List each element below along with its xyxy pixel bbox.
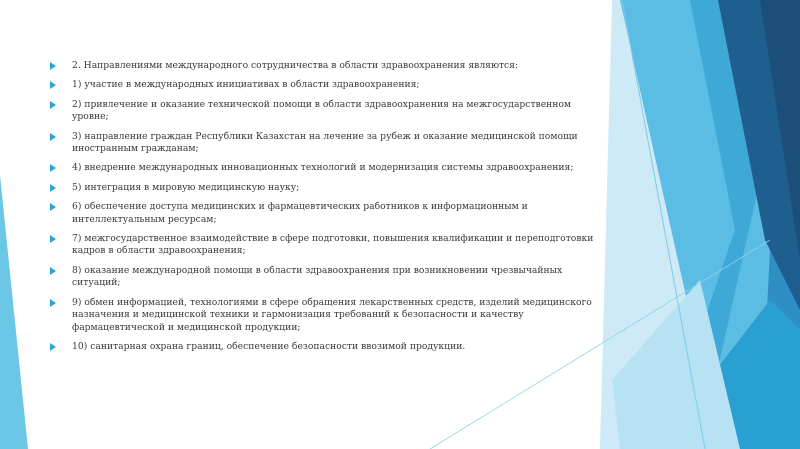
- bullet-arrow-icon: [50, 101, 56, 109]
- list-item: [50, 60, 610, 72]
- bullet-arrow-icon: [50, 203, 56, 211]
- bullet-arrow-icon: [50, 81, 56, 89]
- list-item-text: 1) участие в международных инициативах в области здравоохранения;: [72, 79, 420, 91]
- list-item: [50, 79, 610, 91]
- list-item: [50, 265, 610, 290]
- list-item-text: 5) интеграция в мировую медицинскую науку;: [72, 181, 300, 193]
- list-item-text: 2) привлечение и оказание технической помощи в области здравоохранения на межгосударственном уровне;: [72, 98, 572, 123]
- list-item: [50, 182, 610, 194]
- list-item: [50, 233, 610, 258]
- bullet-arrow-icon: [50, 164, 56, 172]
- list-item-text: 4) внедрение международных инновационных технологий и модернизация системы здравоохранения;: [72, 162, 574, 174]
- bullet-arrow-icon: [50, 235, 56, 243]
- slide-content: [50, 60, 610, 360]
- list-item: [50, 162, 610, 174]
- list-item-text: 9) обмен информацией, технологиями в сфере обращения лекарственных средств, изделий медицинского назначения и медицинской техники и гармонизация требований к безопасности и качеству фармацевтической и медицинской продукции;: [72, 296, 592, 333]
- list-item: [50, 99, 610, 124]
- list-item: [50, 201, 610, 226]
- list-item-text: 7) межгосударственное взаимодействие в сфере подготовки, повышения квалификации и переподготовки кадров в области здравоохранения;: [72, 233, 594, 257]
- list-item: [50, 297, 610, 334]
- list-item-text: 3) направление граждан Республики Казахстан на лечение за рубеж и оказание медицинской помощи иностранным гражданам;: [72, 130, 578, 155]
- list-item-text: 6) обеспечение доступа медицинских и фармацевтических работников к информационным и интеллектуальным ресурсам;: [72, 201, 528, 225]
- bullet-arrow-icon: [50, 62, 56, 70]
- list-item-text: 2. Направлениями международного сотрудничества в области здравоохранения являются:: [72, 60, 519, 71]
- bullet-arrow-icon: [50, 299, 56, 307]
- bullet-arrow-icon: [50, 184, 56, 192]
- bullet-arrow-icon: [50, 343, 56, 351]
- list-item-text: 8) оказание международной помощи в области здравоохранения при возникновении чрезвычайных ситуаций;: [72, 264, 563, 289]
- list-item: [50, 341, 610, 353]
- bullet-arrow-icon: [50, 133, 56, 141]
- list-item: [50, 131, 610, 156]
- bullet-arrow-icon: [50, 267, 56, 275]
- list-item-text: 10) санитарная охрана границ, обеспечение безопасности ввозимой продукции.: [72, 340, 466, 352]
- left-edge-shape: [0, 175, 28, 449]
